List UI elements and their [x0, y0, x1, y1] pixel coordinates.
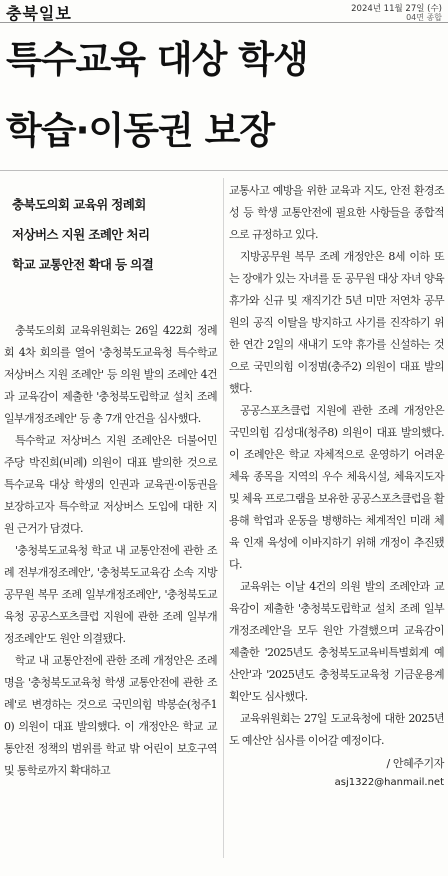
author-email: asj1322@hanmail.net [334, 777, 444, 788]
subhead-line-2: 저상버스 지원 조례안 처리 [12, 227, 150, 242]
article-headline [6, 24, 446, 166]
author-byline: / 안혜주기자 [386, 757, 444, 770]
newspaper-logo: 충북일보 [6, 4, 72, 23]
paragraph: 학교 내 교통안전에 관한 조례 개정안은 조례명을 '충청북도교육청 학생 교통안전에 관한 조례'로 변경하는 것으로 국민의힘 박봉순(청주10) 의원이 대표 발의했다. 이 개정안은 학교 교통안전 정책의 범위를 학교 밖 어린이 보호구역 및 통학로까지 확대하고 [4, 654, 217, 777]
subhead-line-3: 학교 교통안전 확대 등 의결 [12, 257, 154, 272]
paragraph: 교육위원회는 27일 도교육청에 대한 2025년도 예산안 심사를 이어갈 예정이다. [229, 712, 444, 747]
paragraph: '충청북도교육청 학교 내 교통안전에 관한 조례 전부개정조례안', '충청북도교육감 소속 지방공무원 복무 조례 일부개정조례안', '충청북도교육청 공공스포츠클럽 지원에 관한 조례 일부개정조례안'도 원안 의결됐다. [4, 544, 217, 645]
paragraph: 공공스포츠클럽 지원에 관한 조례 개정안은 국민의힘 김성대(청주8) 의원이 대표 발의했다. 이 조례안은 학교 자체적으로 운영하기 어려운 체육 종목을 지역의 우수 체육시설, 체육지도자 및 체육 프로그램을 보유한 공공스포츠클럽을 활용해 학업과 운동을 병행하는 체계적인 미래 체육 인재 육성에 이바지하기 위해 개정이 추진됐다. [229, 404, 445, 571]
page-section: 04면 종합 [406, 13, 442, 22]
column-divider [223, 178, 224, 858]
article-body-left [4, 320, 217, 782]
headline-line-1: 특수교육 대상 학생 [6, 38, 308, 81]
subhead-line-1: 충북도의회 교육위 정례회 [12, 197, 146, 212]
article-column-right [229, 180, 444, 792]
paragraph: 충북도의회 교육위원회는 26일 422회 정례회 4차 회의를 열어 '충청북도교육청 특수학교 저상버스 지원 조례안' 등 의원 발의 조례안 4건과 교육감이 제출한 '충청북도립학교 설치 조례 일부개정조례안' 등 총 7개 안건을 심사했다. [4, 324, 217, 425]
paragraph: 지방공무원 복무 조례 개정안은 8세 이하 또는 장애가 있는 자녀를 둔 공무원 대상 자녀 양육휴가와 신규 및 재직기간 5년 미만 저연차 공무원의 공직 이탈을 방지하고 사기를 진작하기 위한 연간 2일의 새내기 도약 휴가를 신설하는 것으로 국민의힘 이정범(충주2) 의원이 대표 발의했다. [229, 250, 444, 395]
masthead [0, 0, 448, 23]
paragraph: 교육위는 이날 4건의 의원 발의 조례안과 교육감이 제출한 '충청북도립학교 설치 조례 일부개정조례안'을 모두 원안 가결했으며 교육감이 제출한 '2025년도 충청북도교육비특별회계 예산안'과 '2025년도 충청북도교육청 기금운용계획안'도 심사했다. [229, 580, 444, 703]
headline-line-2: 학습·이동권 보장 [6, 109, 275, 152]
paragraph: 교통사고 예방을 위한 교육과 지도, 안전 환경조성 등 학생 교통안전에 필요한 사항들을 종합적으로 규정하고 있다. [229, 184, 444, 241]
headline-divider [0, 170, 448, 171]
article-body-right [229, 180, 444, 752]
issue-date: 2024년 11월 27일 (수) [351, 4, 442, 14]
article-subhead [4, 190, 217, 280]
article-column-left [4, 180, 217, 782]
paragraph: 특수학교 저상버스 지원 조례안은 더불어민주당 박진희(비례) 의원이 대표 발의한 것으로 특수교육 대상 학생의 인권과 교육권·이동권을 보장하고자 특수학교 저상버스 도입에 대한 지원 근거가 담겼다. [4, 434, 217, 535]
